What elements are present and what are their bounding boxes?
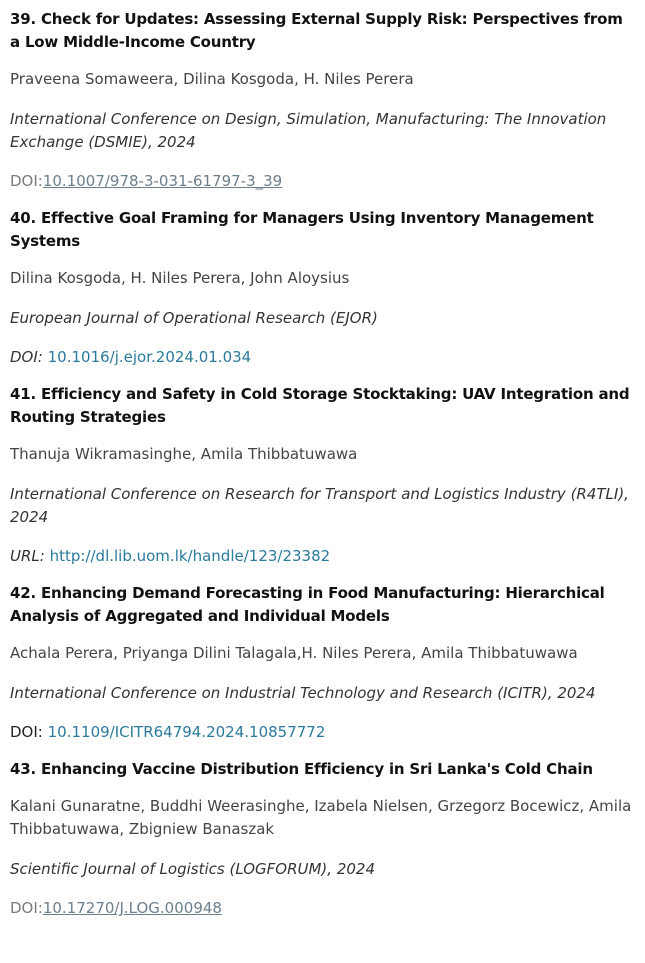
publication-authors: Kalani Gunaratne, Buddhi Weerasinghe, Izabela Nielsen, Grzegorz Bocewicz, Amila Thibbatuwawa, Zbigniew Banaszak bbox=[10, 797, 632, 838]
doi-label: DOI: bbox=[10, 172, 43, 190]
doi-link[interactable]: 10.1109/ICITR64794.2024.10857772 bbox=[47, 723, 326, 741]
publication-title: 41. Efficiency and Safety in Cold Storage Stocktaking: UAV Integration and Routing Strategies bbox=[10, 385, 630, 426]
publication-venue: International Conference on Research for Transport and Logistics Industry (R4TLI), 2024 bbox=[10, 485, 629, 526]
url-label: URL: bbox=[10, 547, 45, 565]
publication-title: 39. Check for Updates: Assessing External Supply Risk: Perspectives from a Low Middle-Income Country bbox=[10, 10, 623, 51]
publication-doi bbox=[10, 721, 635, 744]
publication-venue: International Conference on Design, Simulation, Manufacturing: The Innovation Exchange (DSMIE), 2024 bbox=[10, 110, 607, 151]
publication-title: 43. Enhancing Vaccine Distribution Efficiency in Sri Lanka's Cold Chain bbox=[10, 760, 593, 778]
publication-doi bbox=[10, 170, 635, 193]
publication-venue: International Conference on Industrial Technology and Research (ICITR), 2024 bbox=[10, 684, 596, 702]
publication-authors: Praveena Somaweera, Dilina Kosgoda, H. Niles Perera bbox=[10, 70, 414, 88]
publication-venue: Scientific Journal of Logistics (LOGFORUM), 2024 bbox=[10, 860, 375, 878]
publication-url bbox=[10, 545, 635, 568]
doi-label: DOI: bbox=[10, 348, 43, 366]
doi-link[interactable]: 10.1016/j.ejor.2024.01.034 bbox=[47, 348, 252, 366]
publication-entry bbox=[10, 207, 635, 369]
url-link[interactable]: http://dl.lib.uom.lk/handle/123/23382 bbox=[49, 547, 331, 565]
publication-authors: Achala Perera, Priyanga Dilini Talagala,H. Niles Perera, Amila Thibbatuwawa bbox=[10, 644, 578, 662]
publication-title: 42. Enhancing Demand Forecasting in Food Manufacturing: Hierarchical Analysis of Aggregated and Individual Models bbox=[10, 584, 605, 625]
publication-entry bbox=[10, 383, 635, 568]
publication-authors: Dilina Kosgoda, H. Niles Perera, John Aloysius bbox=[10, 269, 350, 287]
doi-label: DOI: bbox=[10, 723, 43, 741]
publication-entry bbox=[10, 758, 635, 920]
publication-venue: European Journal of Operational Research (EJOR) bbox=[10, 309, 378, 327]
publication-title: 40. Effective Goal Framing for Managers Using Inventory Management Systems bbox=[10, 209, 594, 250]
doi-link[interactable]: 10.17270/J.LOG.000948 bbox=[42, 899, 222, 917]
publication-entry bbox=[10, 582, 635, 744]
publication-doi bbox=[10, 346, 635, 369]
publication-authors: Thanuja Wikramasinghe, Amila Thibbatuwawa bbox=[10, 445, 358, 463]
publication-doi bbox=[10, 897, 635, 920]
publication-entry bbox=[10, 8, 635, 193]
doi-label: DOI: bbox=[10, 899, 43, 917]
doi-link[interactable]: 10.1007/978-3-031-61797-3_39 bbox=[42, 172, 283, 190]
